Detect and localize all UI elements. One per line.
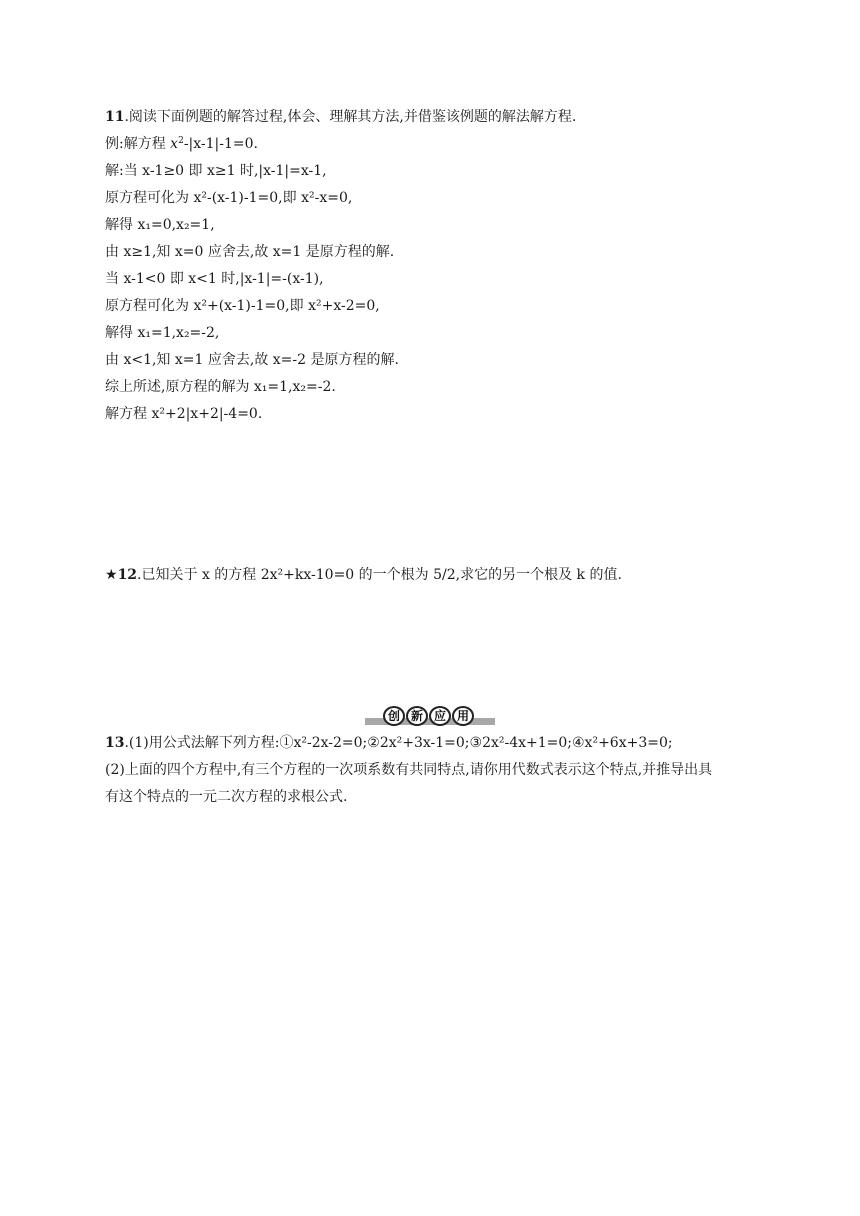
problem-11-intro-text: .阅读下面例题的解答过程,体会、理解其方法,并借鉴该例题的解法解方程. xyxy=(124,109,577,125)
star-icon: ★ xyxy=(105,567,118,583)
solution-line-2: 原方程可化为 x²-(x-1)-1=0,即 x²-x=0, xyxy=(105,190,353,206)
problem-11-intro xyxy=(105,107,576,127)
example-label: 例:解方程 xyxy=(105,136,171,152)
problem-13-part-2-line-1: (2)上面的四个方程中,有三个方程的一次项系数有共同特点,请你用代数式表示这个特点,并推导出具 xyxy=(105,762,713,778)
solution-line-3: 解得 x₁=0,x₂=1, xyxy=(105,217,215,233)
solution-line-9: 综上所述,原方程的解为 x₁=1,x₂=-2. xyxy=(105,379,336,395)
example-equation: -|x-1|-1=0. xyxy=(183,136,258,152)
var-x: x xyxy=(170,136,179,152)
banner-char: 新 xyxy=(406,706,428,726)
banner-char: 用 xyxy=(452,706,474,726)
solution-line-8: 由 x<1,知 x=1 应舍去,故 x=-2 是原方程的解. xyxy=(105,352,399,368)
banner-badges xyxy=(383,706,474,726)
problem-number: 13 xyxy=(105,735,125,751)
problem-13-part-1-text: .(1)用公式法解下列方程:①x²-2x-2=0;②2x²+3x-1=0;③2x²-4x+1=0;④x²+6x+3=0; xyxy=(124,735,673,751)
problem-11-example xyxy=(105,134,258,154)
banner-char: 创 xyxy=(383,706,405,726)
problem-number: 11 xyxy=(105,109,125,125)
problem-13-part-1 xyxy=(105,733,673,753)
problem-13-part-2-line-2: 有这个特点的一元二次方程的求根公式. xyxy=(105,789,348,805)
problem-number: 12 xyxy=(117,567,138,583)
solution-line-4: 由 x≥1,知 x=0 应舍去,故 x=1 是原方程的解. xyxy=(105,244,395,260)
banner-char: 应 xyxy=(429,706,451,726)
exponent: 2 xyxy=(178,136,184,146)
solution-line-6: 原方程可化为 x²+(x-1)-1=0,即 x²+x-2=0, xyxy=(105,298,380,314)
solution-line-7: 解得 x₁=1,x₂=-2, xyxy=(105,325,220,341)
solution-line-5: 当 x-1<0 即 x<1 时,|x-1|=-(x-1), xyxy=(105,271,324,287)
section-banner-innovation xyxy=(365,706,495,728)
problem-12 xyxy=(105,565,622,585)
problem-11-task: 解方程 x²+2|x+2|-4=0. xyxy=(105,406,263,422)
solution-line-1: 解:当 x-1≥0 即 x≥1 时,|x-1|=x-1, xyxy=(105,163,327,179)
problem-12-text: .已知关于 x 的方程 2x²+kx-10=0 的一个根为 5/2,求它的另一个根及 k 的值. xyxy=(137,567,622,583)
